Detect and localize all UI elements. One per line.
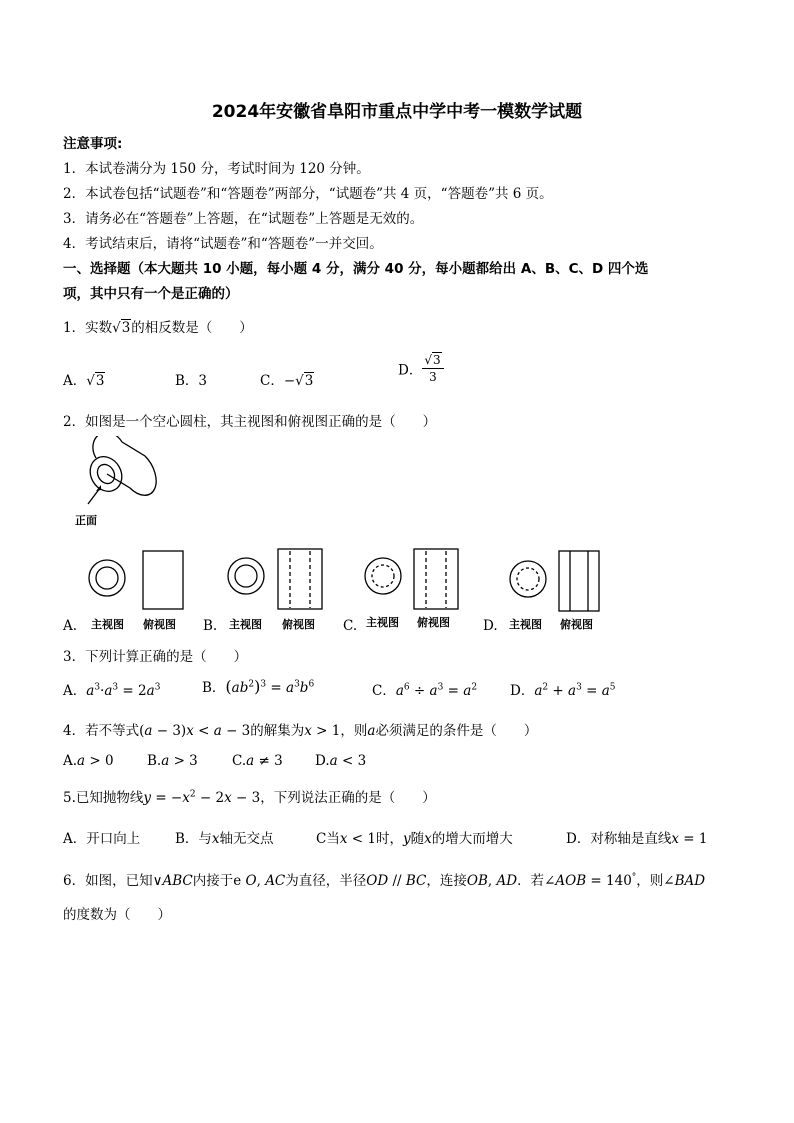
q5-option-d: D．对称轴是直线x = 1 xyxy=(566,831,708,847)
q2-option-a-figure xyxy=(86,548,186,612)
q4-option-d: D.a < 3 xyxy=(315,753,367,769)
page-title: 2024年安徽省阜阳市重点中学中考一模数学试题 xyxy=(211,102,583,122)
q2-a-main-view-label: 主视图 xyxy=(91,618,124,631)
q2-a-top-view-label: 俯视图 xyxy=(143,618,176,631)
question-1-stem: 1．实数√3的相反数是（ ） xyxy=(63,320,253,336)
notice-heading: 注意事项: xyxy=(63,136,123,152)
q5-option-a: A．开口向上 xyxy=(63,831,141,847)
q2-c-main-view-label: 主视图 xyxy=(366,616,399,629)
q2-option-b-figure xyxy=(226,548,326,612)
notice-item: 4．考试结束后，请将“试题卷”和“答题卷”一并交回。 xyxy=(63,236,383,252)
q3-option-a: A．$a^3\cdot a^3 = 2a^3$ xyxy=(63,682,161,699)
front-label: 正面 xyxy=(75,514,97,527)
q2-b-top-view-label: 俯视图 xyxy=(282,618,315,631)
q2-option-d-figure xyxy=(505,548,605,612)
q4-option-a: A.a > 0 xyxy=(63,753,114,769)
section-heading-line1: 一、选择题（本大题共 10 小题，每小题 4 分，满分 40 分，每小题都给出 A、B、C、D 四个选 xyxy=(63,261,649,277)
q4-option-c: C.a ≠ 3 xyxy=(232,753,283,769)
q3-option-b: B．$(ab^2)^3 = a^3b^6$ xyxy=(202,677,315,696)
notice-item: 2．本试卷包括“试题卷”和“答题卷”两部分，“试题卷”共 4 页，“答题卷”共 6 页。 xyxy=(63,186,553,202)
q5-option-b: B．与x轴无交点 xyxy=(175,831,274,847)
q1-option-d: D． $\frac{√3}{3}$ xyxy=(398,354,444,383)
q2-d-main-view-label: 主视图 xyxy=(509,618,542,631)
q2-option-c-letter: C. xyxy=(343,618,358,634)
q1-option-a: A．√3 xyxy=(63,373,105,389)
q2-option-a-letter: A. xyxy=(63,618,78,634)
q1-option-c: C．−√3 xyxy=(260,373,314,389)
q1-option-b: B．3 xyxy=(175,373,208,389)
q5-option-c: C当x < 1时，y随x的增大而增大 xyxy=(316,831,513,847)
q3-option-d: D．$a^2 + a^3 = a^5$ xyxy=(510,682,616,699)
question-3-stem: 3．下列计算正确的是（ ） xyxy=(63,649,248,665)
question-6-stem-line1: 6．如图，已知∨ABC内接于e O, AC为直径，半径OD // BC，连接OB, AD．若∠AOB = 140°，则∠BAD xyxy=(63,872,706,889)
question-5-stem: 5.已知抛物线$y = -x^2 - 2x - 3$，下列说法正确的是（ ） xyxy=(63,789,436,806)
question-2-stem: 2．如图是一个空心圆柱，其主视图和俯视图正确的是（ ） xyxy=(63,414,437,430)
notice-item: 3．请务必在“答题卷”上答题，在“试题卷”上答题是无效的。 xyxy=(63,211,424,227)
q3-option-c: C．$a^6 \div a^3 = a^2$ xyxy=(372,682,478,699)
q4-option-b: B.a > 3 xyxy=(147,753,198,769)
question-4-stem: 4．若不等式(a − 3)x < a − 3的解集为x > 1，则a必须满足的条件是（ ） xyxy=(63,723,538,739)
q2-option-d-letter: D. xyxy=(483,618,498,634)
notice-item: 1．本试卷满分为 150 分，考试时间为 120 分钟。 xyxy=(63,161,370,177)
q2-option-c-figure xyxy=(362,546,462,610)
section-heading-line2: 项，其中只有一个是正确的） xyxy=(63,286,239,302)
question-6-stem-line2: 的度数为（ ） xyxy=(63,907,171,923)
q2-d-top-view-label: 俯视图 xyxy=(560,618,593,631)
q2-b-main-view-label: 主视图 xyxy=(229,618,262,631)
q2-option-b-letter: B. xyxy=(203,618,218,634)
q2-c-top-view-label: 俯视图 xyxy=(417,616,450,629)
